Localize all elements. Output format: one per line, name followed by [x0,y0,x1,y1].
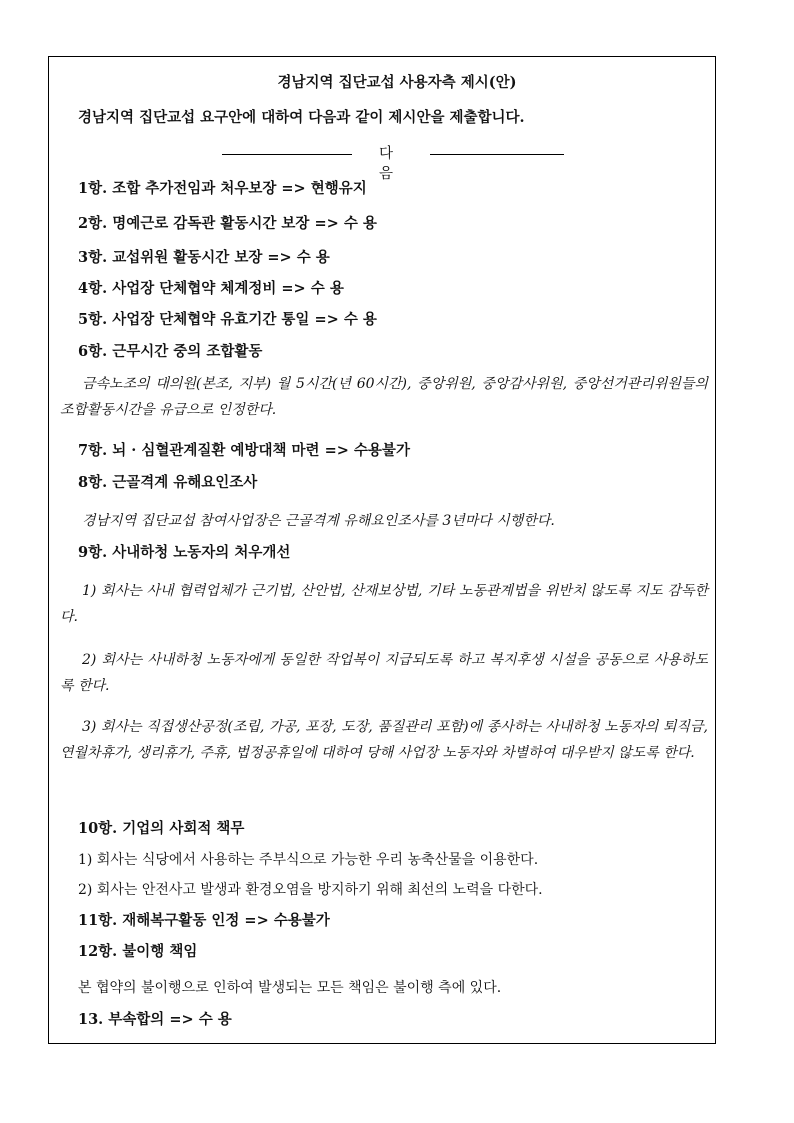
item-13: 13. 부속합의 => 수 용 [78,1011,232,1028]
item-10-sub-2: 2) 회사는 안전사고 발생과 환경오염을 방지하기 위해 최선의 노력을 다한다. [78,882,543,898]
item-9-sub-1 [60,578,708,630]
section-divider [0,144,794,182]
item-5: 5항. 사업장 단체협약 유효기간 통일 => 수 용 [78,311,377,328]
item-9-sub-1-text: 1) 회사는 사내 협력업체가 근기법, 산안법, 산재보상법, 기타 노동관계법을 위반치 않도록 지도 감독한다. [60,583,708,625]
divider-rule-left [222,154,352,155]
document-title: 경남지역 집단교섭 사용자측 제시(안) [277,74,517,91]
item-12-text: 본 협약의 불이행으로 인하여 발생되는 모든 책임은 불이행 측에 있다. [78,980,502,996]
item-3: 3항. 교섭위원 활동시간 보장 => 수 용 [78,249,330,266]
item-9-sub-3 [60,714,708,766]
document-intro: 경남지역 집단교섭 요구안에 대하여 다음과 같이 제시안을 제출합니다. [78,109,525,126]
item-7: 7항. 뇌 · 심혈관계질환 예방대책 마련 => 수용불가 [78,442,410,459]
item-6-paragraph [60,371,708,423]
item-12: 12항. 불이행 책임 [78,943,198,960]
item-8: 8항. 근골격계 유해요인조사 [78,474,258,491]
item-9-sub-3-text: 3) 회사는 직접생산공정(조립, 가공, 포장, 도장, 품질관리 포함)에 종사하는 사내하청 노동자의 퇴직금, 연월차휴가, 생리휴가, 주휴, 법정공휴일에 대하여 당해 사업장 노동자와 차별하여 대우받지 않도록 한다. [60,719,708,761]
divider-label: 다 음 [378,146,417,182]
item-11: 11항. 재해복구활동 인정 => 수용불가 [78,912,330,929]
item-8-text: 경남지역 집단교섭 참여사업장은 근골격계 유해요인조사를 3년마다 시행한다. [82,513,555,529]
item-1: 1항. 조합 추가전임과 처우보장 => 현행유지 [78,180,367,197]
item-9-sub-2 [60,647,708,699]
item-8-paragraph [60,508,708,534]
item-10-sub-1: 1) 회사는 식당에서 사용하는 주부식으로 가능한 우리 농축산물을 이용한다. [78,852,539,868]
item-4: 4항. 사업장 단체협약 체계정비 => 수 용 [78,280,344,297]
item-9: 9항. 사내하청 노동자의 처우개선 [78,544,291,561]
item-2: 2항. 명예근로 감독관 활동시간 보장 => 수 용 [78,215,377,232]
item-9-sub-2-text: 2) 회사는 사내하청 노동자에게 동일한 작업복이 지급되도록 하고 복지후생 시설을 공동으로 사용하도록 한다. [60,652,708,694]
item-10: 10항. 기업의 사회적 책무 [78,820,245,837]
item-6: 6항. 근무시간 중의 조합활동 [78,343,263,360]
item-6-text: 금속노조의 대의원(본조, 지부) 월 5시간(년 60시간), 중앙위원, 중앙감사위원, 중앙선거관리위원들의 조합활동시간을 유급으로 인정한다. [60,376,708,418]
divider-rule-right [430,154,564,155]
